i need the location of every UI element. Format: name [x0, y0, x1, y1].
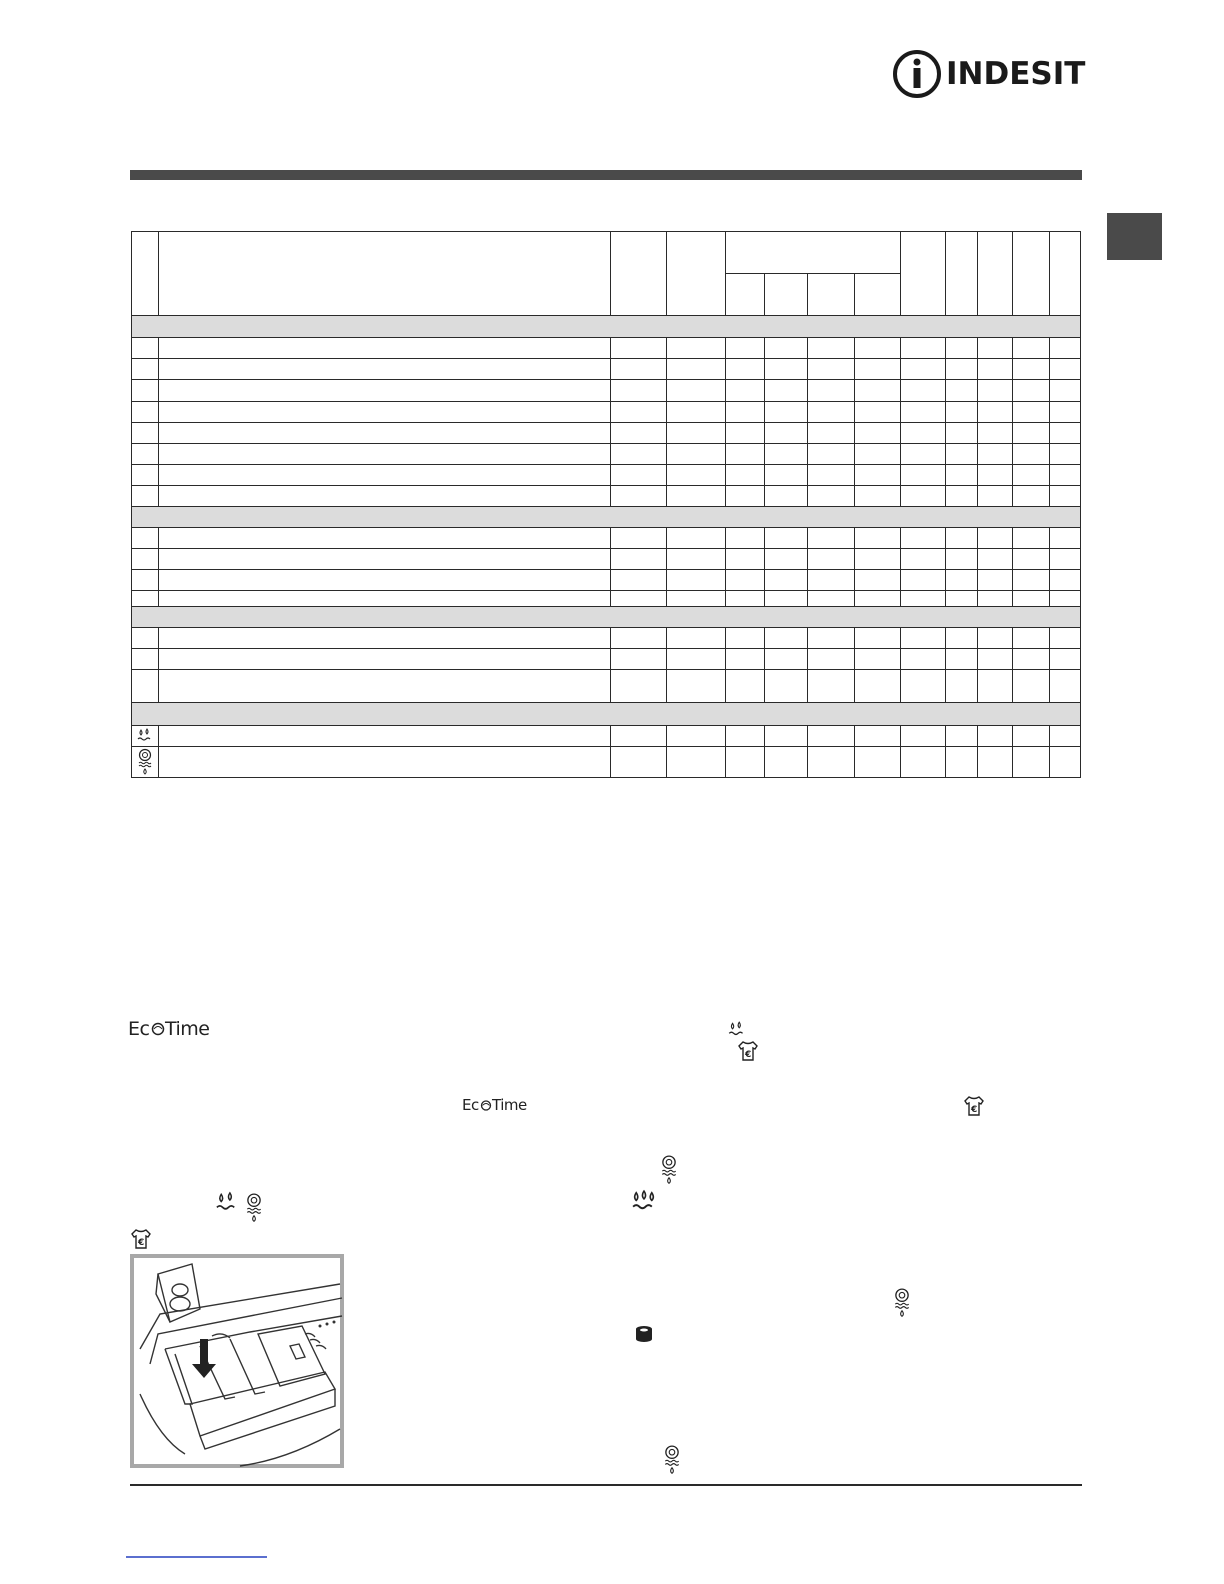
table-row: [132, 401, 1081, 422]
brand-logo-mark: [892, 48, 942, 100]
table-row: [132, 670, 1081, 703]
table-row: [132, 527, 1081, 548]
table-section-row: [132, 316, 1081, 338]
table-row: [132, 649, 1081, 670]
ecotime-heading-logo: [128, 1016, 210, 1045]
svg-text:€: €: [138, 1238, 145, 1248]
rinse-plus-icon: [136, 727, 154, 745]
table-row: [132, 359, 1081, 380]
table-row: [132, 570, 1081, 591]
table-row: [132, 422, 1081, 443]
svg-text:Time: Time: [165, 1018, 210, 1040]
table-header-row: [132, 232, 1081, 274]
table-row: [132, 485, 1081, 506]
table-row: [132, 628, 1081, 649]
spin-drain-icon: [244, 1190, 264, 1226]
svg-text:€: €: [745, 1050, 752, 1060]
table-section-row: [132, 607, 1081, 628]
ecotime-logo: [128, 1016, 210, 1040]
eco-shirt-icon: [963, 1095, 985, 1117]
ecotime-inline-logo: [462, 1095, 527, 1119]
footer-link[interactable]: [126, 1556, 267, 1558]
spin-drain-icon: [659, 1154, 679, 1186]
rinse-plus-icon: [727, 1020, 747, 1040]
ecotime-logo-small: [462, 1095, 527, 1115]
table-row-spin: [132, 746, 1081, 777]
rinse-plus-icon: [214, 1190, 240, 1216]
eco-shirt-icon: [737, 1040, 759, 1062]
table-row: [132, 464, 1081, 485]
table-row: [132, 591, 1081, 607]
table-row: [132, 443, 1081, 464]
footer-rule: [130, 1484, 1082, 1486]
rinse-plus-icon: [630, 1188, 658, 1216]
brand-name: INDESIT: [946, 56, 1086, 92]
eco-shirt-icon: [130, 1228, 152, 1250]
brand-logo: [892, 48, 1084, 100]
table-row: [132, 338, 1081, 359]
table-row: [132, 380, 1081, 401]
svg-text:Time: Time: [492, 1096, 527, 1114]
table-row-rinse: [132, 725, 1081, 746]
detergent-icon: [633, 1324, 655, 1344]
table-section-row: [132, 506, 1081, 527]
programme-table: [131, 231, 1081, 778]
header-rule: [130, 170, 1082, 180]
language-tab: [1107, 213, 1162, 260]
svg-text:Ec: Ec: [128, 1018, 150, 1040]
svg-text:€: €: [971, 1105, 978, 1115]
detergent-drawer-illustration: [130, 1254, 344, 1468]
table-row: [132, 548, 1081, 569]
table-section-row: [132, 703, 1081, 725]
spin-drain-icon: [892, 1286, 912, 1320]
svg-text:Ec: Ec: [462, 1096, 479, 1114]
spin-drain-icon: [136, 748, 154, 776]
spin-drain-icon: [662, 1442, 682, 1478]
